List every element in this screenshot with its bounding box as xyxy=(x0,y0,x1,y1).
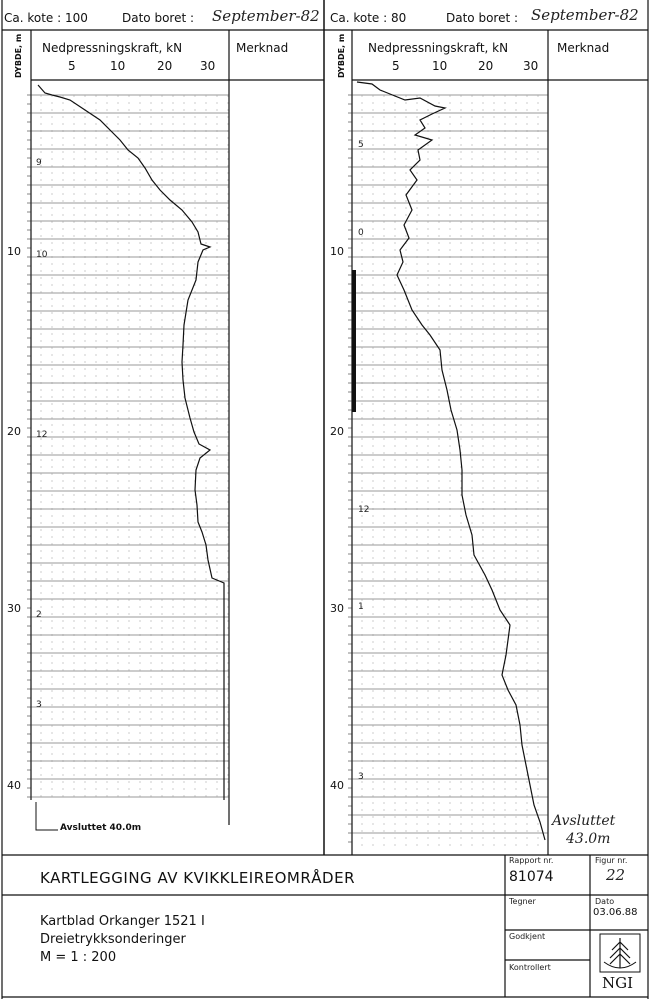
left-kote-value: 100 xyxy=(65,11,88,25)
right-force-profile xyxy=(357,82,545,840)
figur-value: 22 xyxy=(606,866,626,884)
kontrollert-label: Kontrollert xyxy=(509,963,551,972)
desc-line3: M = 1 : 200 xyxy=(40,950,117,965)
right-marker-0: 0 xyxy=(358,228,364,238)
right-remark-label: Merknad xyxy=(557,41,610,55)
tegner-label: Tegner xyxy=(509,897,536,906)
right-force-tick-20: 20 xyxy=(478,59,494,73)
right-force-label: Nedpressningskraft, kN xyxy=(368,41,509,55)
left-force-label: Nedpressningskraft, kN xyxy=(42,41,183,55)
left-kote-label: Ca. kote : xyxy=(4,11,62,25)
left-dato-value: September-82 xyxy=(212,7,320,25)
left-marker-2: 2 xyxy=(36,610,42,620)
right-depth-20: 20 xyxy=(330,425,344,438)
left-force-tick-20: 20 xyxy=(157,59,173,73)
figur-label: Figur nr. xyxy=(595,856,628,865)
left-depth-10: 10 xyxy=(7,245,21,258)
left-marker-9: 9 xyxy=(36,158,42,168)
right-force-tick-10: 10 xyxy=(432,59,448,73)
right-marker-3: 3 xyxy=(358,772,364,782)
godkjent-label: Godkjent xyxy=(509,932,546,941)
rapport-label: Rapport nr. xyxy=(509,856,554,865)
left-depth-axis-label: DYBDE, m xyxy=(14,33,23,78)
desc-line2: Dreietrykksonderinger xyxy=(40,932,186,947)
right-depth-10: 10 xyxy=(330,245,344,258)
left-depth-20: 20 xyxy=(7,425,21,438)
ngi-logo-text: NGI xyxy=(602,974,634,992)
left-dato-label: Dato boret : xyxy=(122,11,195,25)
dato-value: 03.06.88 xyxy=(593,907,638,918)
ngi-logo xyxy=(598,932,642,994)
left-remark-label: Merknad xyxy=(236,41,289,55)
right-dato-label: Dato boret : xyxy=(446,11,519,25)
right-depth-40: 40 xyxy=(330,779,344,792)
left-end-note: Avsluttet 40.0m xyxy=(60,823,142,833)
right-marker-1: 1 xyxy=(358,602,364,612)
right-end-note-line1: Avsluttet xyxy=(552,813,616,829)
right-force-tick-5: 5 xyxy=(392,59,400,73)
right-kote-label: Ca. kote : xyxy=(330,11,388,25)
desc-line1: Kartblad Orkanger 1521 I xyxy=(40,914,205,929)
left-force-tick-10: 10 xyxy=(110,59,126,73)
right-kote-value: 80 xyxy=(391,11,407,25)
left-force-profile xyxy=(38,85,224,800)
left-marker-10: 10 xyxy=(36,250,48,260)
right-dato-value: September-82 xyxy=(531,6,639,24)
title-block-title: KARTLEGGING AV KVIKKLEIREOMRÅDER xyxy=(40,869,356,887)
left-depth-30: 30 xyxy=(7,602,21,615)
left-depth-40: 40 xyxy=(7,779,21,792)
rapport-value: 81074 xyxy=(509,869,554,885)
left-end-note-leader xyxy=(36,802,58,830)
left-force-tick-5: 5 xyxy=(68,59,76,73)
right-depth-axis-label: DYBDE, m xyxy=(337,33,346,78)
right-end-note-line2: 43.0m xyxy=(566,831,611,847)
dato-label: Dato xyxy=(595,897,615,906)
left-marker-12: 12 xyxy=(36,430,48,440)
right-depth-30: 30 xyxy=(330,602,344,615)
left-marker-3: 3 xyxy=(36,700,42,710)
right-marker-12: 12 xyxy=(358,505,370,515)
right-force-tick-30: 30 xyxy=(523,59,539,73)
right-marker-5: 5 xyxy=(358,140,364,150)
left-force-tick-30: 30 xyxy=(200,59,216,73)
